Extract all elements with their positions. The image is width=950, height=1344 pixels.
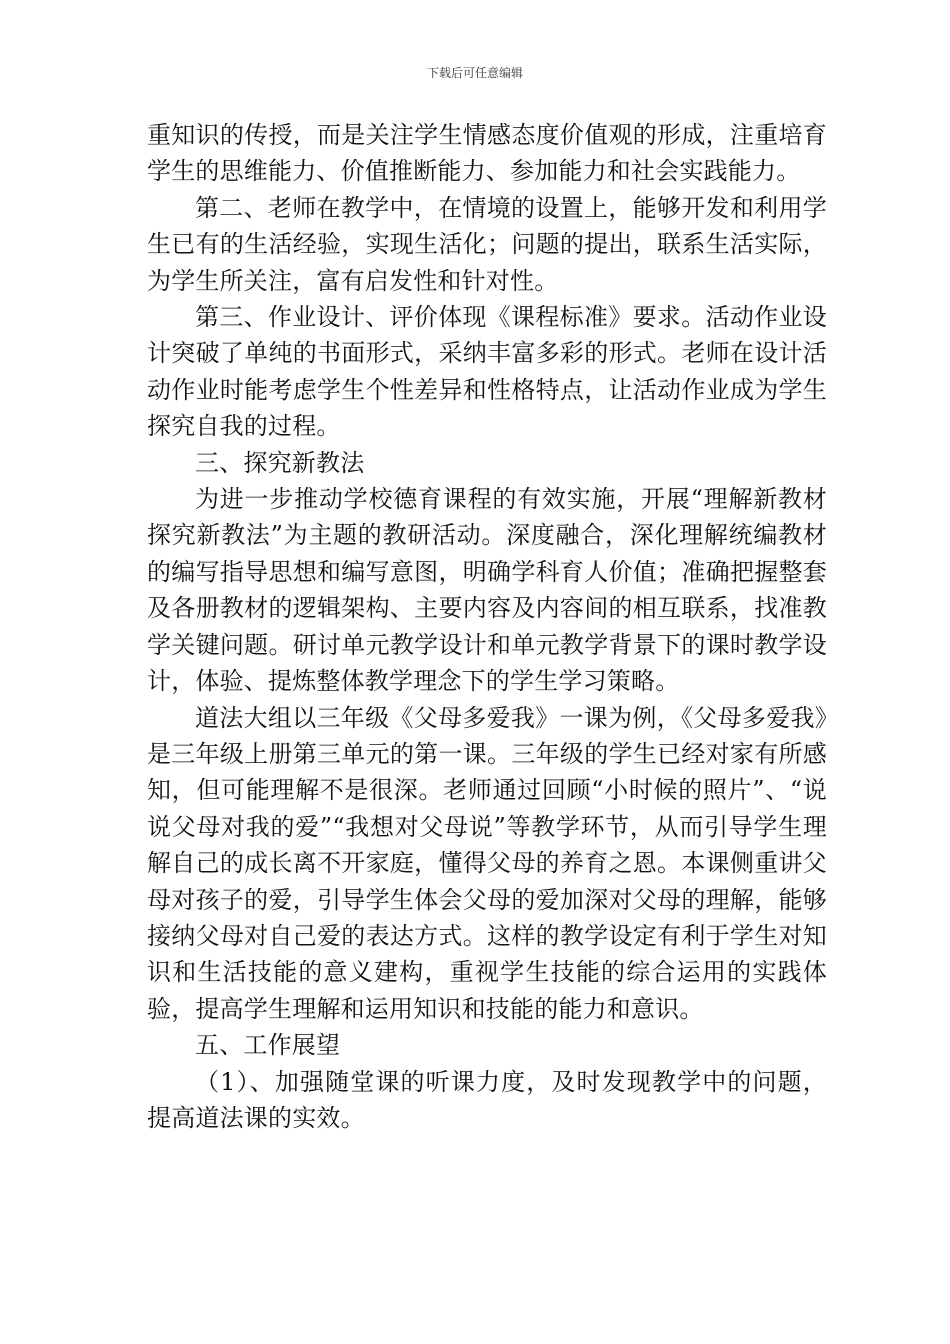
paragraph-8: （1）、加强随堂课的听课力度，及时发现教学中的问题，提高道法课的实效。 xyxy=(147,1067,827,1132)
paragraph-6: 道法大组以三年级《父母多爱我》一课为例，《父母多爱我》是三年级上册第三单元的第一课。三年级的学生已经对家有所感知，但可能理解不是很深。老师通过回顾“小时候的照片”、“说说父母对我的爱”“我想对父母说”等教学环节，从而引导学生理解自己的成长离不开家庭，懂得父母的养育之恩。本课侧重讲父母对孩子的爱，引导学生体会父母的爱加深对父母的理解，能够接纳父母对自己爱的表达方式。这样的教学设定有利于学生对知识和生活技能的意义建构，重视学生技能的综合运用的实践体验，提高学生理解和运用知识和技能的能力和意识。 xyxy=(147,703,827,1023)
paragraph-3: 第三、作业设计、评价体现《课程标准》要求。活动作业设计突破了单纯的书面形式，采纳丰富多彩的形式。老师在设计活动作业时能考虑学生个性差异和性格特点，让活动作业成为学生探究自我的过程。 xyxy=(147,303,827,441)
document-body xyxy=(147,117,827,1136)
paragraph-2: 第二、老师在教学中，在情境的设置上，能够开发和利用学生已有的生活经验，实现生活化；问题的提出，联系生活实际，为学生所关注，富有启发性和针对性。 xyxy=(147,193,827,295)
paragraph-5: 为进一步推动学校德育课程的有效实施，开展“理解新教材 探究新教法”为主题的教研活动。深度融合，深化理解统编教材的编写指导思想和编写意图，明确学科育人价值；准确把握整套及各册教材的逻辑架构、主要内容及内容间的相互联系，找准教学关键问题。研讨单元教学设计和单元教学背景下的课时教学设计，体验、提炼整体教学理念下的学生学习策略。 xyxy=(147,485,827,696)
paragraph-1: 重知识的传授，而是关注学生情感态度价值观的形成，注重培育学生的思维能力、价值推断能力、参加能力和社会实践能力。 xyxy=(147,121,827,186)
section-heading-3: 三、探究新教法 xyxy=(195,448,365,477)
page-header: 下载后可任意编辑 xyxy=(426,66,523,80)
section-heading-5: 五、工作展望 xyxy=(195,1031,341,1060)
